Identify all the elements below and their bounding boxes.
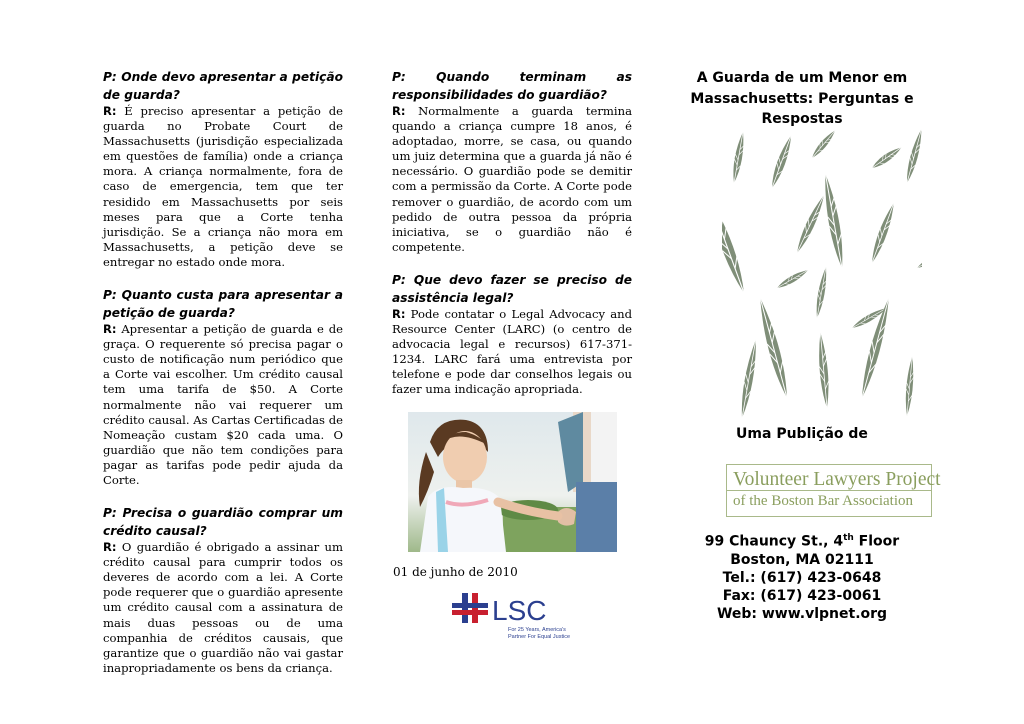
answer-label: R: — [392, 306, 406, 321]
leaf-6 — [722, 193, 749, 295]
publication-date: 01 de junho de 2010 — [393, 565, 518, 579]
city-line: Boston, MA 02111 — [730, 551, 874, 568]
contact-block — [682, 529, 922, 623]
leaf-10 — [915, 245, 922, 271]
question-bond: P: Precisa o guardião comprar um crédito causal? — [103, 506, 343, 539]
phone-line: Tel.: (617) 423-0648 — [722, 569, 882, 586]
web-line: Web: www.vlpnet.org — [716, 605, 888, 622]
lsc-logo — [430, 587, 590, 643]
answer-text: É preciso apresentar a petição de guarda no Probate Court de Massachusetts (jurisdição especializada em questões de família) onde a criança mora. A criança normalmente, fora de caso de emergencia, tem que ter residido em Massachusetts por seis meses para que a Corte tenha jurisdição. Se a criança não mora em Massachusetts, a petição deve se entregar no estado onde mora. — [103, 104, 343, 269]
leaf-2 — [768, 134, 795, 189]
leaf-13 — [755, 296, 792, 399]
leaf-3 — [810, 128, 838, 160]
publication-label: Uma Publição de — [736, 426, 868, 442]
leaf-8 — [820, 173, 847, 269]
vlp-logo — [726, 464, 941, 517]
question-legal-help: P: Que devo fazer se preciso de assistência legal? — [392, 272, 632, 305]
answer-where-file — [103, 104, 343, 270]
vlp-logo-divider — [727, 490, 931, 491]
column-middle — [392, 68, 632, 414]
address-line: 99 Chauncy St., 4th Floor — [704, 533, 900, 550]
answer-label: R: — [103, 540, 117, 555]
brochure-title: A Guarda de um Menor em Massachusetts: Perguntas e Respostas — [690, 70, 914, 127]
question-where-file: P: Onde devo apresentar a petição de guarda? — [103, 70, 343, 102]
answer-label: R: — [103, 322, 117, 337]
lsc-bar-blue-h — [452, 603, 488, 608]
lsc-bar-red-h — [452, 610, 488, 615]
leaf-18 — [904, 356, 916, 416]
answer-text: Normalmente a guarda termina quando a criança cumpre 18 anos, é adoptadao, morre, se casa, ou quando um juiz determina que a guarda já não é necessário. O guardião pode se demitir com a permissão da Corte. A Corte pode remover o guardião, de acordo com um pedido de outra pessoa da própria iniciativa, se o guardião não é competente. — [392, 104, 632, 254]
lsc-name: LSC — [492, 595, 547, 626]
leaf-7 — [793, 193, 827, 254]
answer-label: R: — [103, 104, 117, 118]
question-end-responsibilities: P: Quando terminam as responsibilidades do guardião? — [392, 70, 632, 102]
leaf-17 — [816, 332, 831, 408]
answer-text: Apresentar a petição de guarda e de graça. O requerente só precisa pagar o custo de notificação num periódico que a Corte vai escolher. Um crédito causal tem uma tarifa de $50. A Corte normalmente não vai requerer um crédito causal. As Cartas Certificadas de Nomeação custam $20 cada uma. O guardião que não tem condições para pagar as tarifas pode pedir ajuda da Corte. — [103, 322, 343, 487]
fax-line: Fax: (617) 423-0061 — [722, 587, 882, 604]
answer-legal-help — [392, 307, 632, 398]
answer-cost — [103, 322, 343, 488]
answer-end-responsibilities — [392, 104, 632, 255]
leaf-4 — [870, 144, 904, 171]
leaf-5 — [904, 128, 922, 184]
vlp-logo-line-2: of the Boston Bar Association — [733, 493, 913, 509]
lsc-tagline-1: For 25 Years, America's — [508, 627, 566, 633]
leaf-14 — [814, 266, 829, 318]
leaf-11 — [775, 267, 809, 291]
leaves-illustration — [722, 128, 922, 428]
answer-text: Pode contatar o Legal Advocacy and Resource Center (LARC) (o centro de advocacia legal e recursos) 617-371-1234. LARC fará uma entrevista por telefone e pode dar conselhos legais ou fazer uma indicação apropriada. — [392, 306, 632, 397]
leaf-9 — [868, 201, 897, 264]
column-left — [103, 68, 343, 692]
vlp-logo-line-1: Volunteer Lawyers Project — [733, 469, 941, 490]
answer-text: O guardião é obrigado a assinar um crédito causal para cumprir todos os deveres de acordo com a lei. A Corte pode requerer que o guardião apresente um crédito causal com a assinatura de mais duas pessoas ou de uma companhia de créditos causais, que garantize que o guardião não vai gastar inapropriadamente os bens da criança. — [103, 540, 343, 675]
question-cost: P: Quanto custa para apresentar a petição de guarda? — [103, 288, 343, 321]
leaf-12 — [738, 339, 760, 419]
lsc-tagline-2: Partner For Equal Justice — [508, 634, 571, 640]
answer-label: R: — [392, 104, 406, 118]
answer-bond — [103, 540, 343, 676]
leaf-1 — [730, 131, 746, 183]
child-photo — [408, 412, 617, 552]
